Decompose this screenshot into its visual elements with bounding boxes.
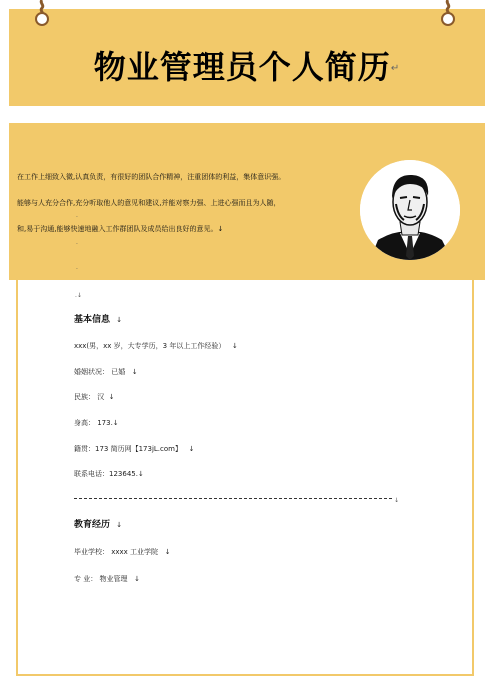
paragraph-mark: ↓ <box>134 575 141 583</box>
info-phone <box>74 471 144 478</box>
avatar <box>360 160 460 260</box>
section-title-education <box>74 521 122 530</box>
paragraph-mark: ↓ <box>232 342 238 350</box>
info-summary <box>74 343 238 350</box>
info-school <box>74 549 171 556</box>
paragraph-mark: .↓ <box>75 292 82 299</box>
info-hometown-text: 籍贯：173 简历网【173jL.com】 <box>74 445 182 453</box>
intro-line-text: 和,易于沟通,能够快速地融入工作群团队及成员给出良好的意见。 <box>17 225 218 233</box>
info-height <box>74 420 119 427</box>
section-title-basic-info <box>74 316 122 325</box>
section-title-text: 教育经历 <box>74 520 111 530</box>
paragraph-mark: ↓ <box>108 393 115 401</box>
intro-line: 在工作上细致入微,认真负责，有很好的团队合作精神，注重团体的利益，集体意识强。 <box>17 173 286 181</box>
info-summary-text: xxx(男，xx 岁，大专学历，3 年以上工作经验） <box>74 342 226 350</box>
info-hometown <box>74 446 195 453</box>
portrait-avatar-icon <box>360 160 460 260</box>
ring-icon <box>441 12 455 26</box>
intro-line <box>17 226 223 233</box>
paragraph-mark: .↓ <box>135 470 144 478</box>
paragraph-mark: ↓ <box>131 368 138 376</box>
paragraph-mark: ↓ <box>116 316 123 324</box>
paragraph-mark: . <box>76 239 78 246</box>
info-major <box>74 576 140 583</box>
info-height-text: 身高： 173 <box>74 419 111 427</box>
info-ethnicity <box>74 394 115 401</box>
paragraph-mark: ↓ <box>164 548 171 556</box>
page-title <box>9 48 485 86</box>
paragraph-mark: ↓ <box>217 225 224 233</box>
paragraph-mark: ↓ <box>188 445 195 453</box>
page-title-text: 物业管理员个人简历 <box>93 48 391 86</box>
paragraph-mark: . <box>76 212 78 219</box>
section-title-text: 基本信息 <box>74 315 111 325</box>
paragraph-mark: ↓ <box>116 521 123 529</box>
info-school-text: 毕业学校： xxxx 工业学院 <box>74 548 159 556</box>
info-phone-text: 联系电话：123645 <box>74 470 136 478</box>
info-major-text: 专 业： 物业管理 <box>74 575 128 583</box>
info-ethnicity-text: 民族： 汉 <box>74 393 105 401</box>
paragraph-mark: ↵ <box>390 63 401 74</box>
paragraph-mark: ↓ <box>394 497 400 504</box>
info-marital-text: 婚姻状况： 已婚 <box>74 368 126 376</box>
title-banner <box>9 9 485 106</box>
info-marital <box>74 369 138 376</box>
section-divider <box>74 498 392 499</box>
paragraph-mark: . <box>76 264 78 271</box>
paragraph-mark: .↓ <box>110 419 119 427</box>
ring-icon <box>35 12 49 26</box>
intro-line: 能够与人充分合作,充分听取他人的意见和建议,并能对察力强、上进心强而且为人随， <box>17 199 281 207</box>
